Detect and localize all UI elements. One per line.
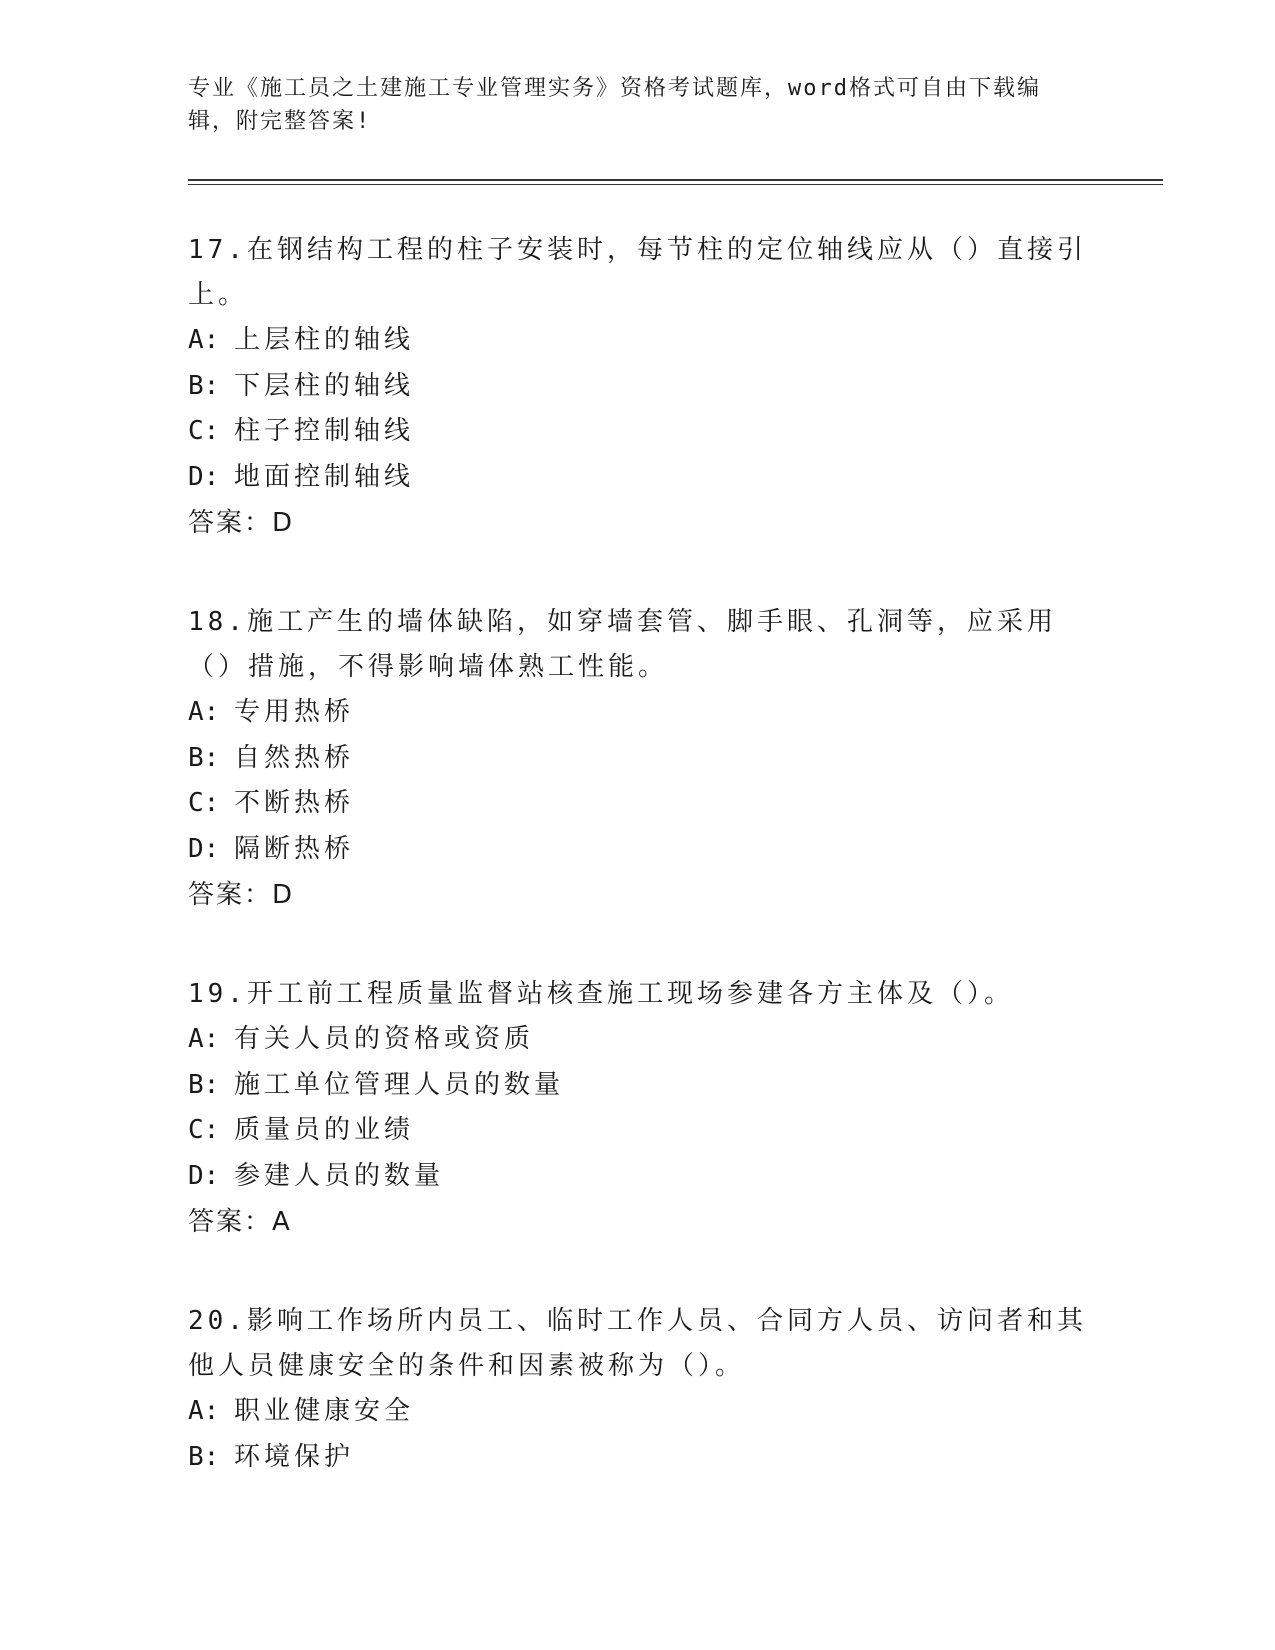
option-b bbox=[188, 1435, 1088, 1481]
question-list bbox=[188, 228, 1088, 1534]
question-stem: 18.施工产生的墙体缺陷，如穿墙套管、脚手眼、孔洞等，应采用（）措施，不得影响墙体熟工性能。 bbox=[188, 607, 1057, 682]
option-text: 隔断热桥 bbox=[234, 833, 355, 864]
answer-line bbox=[188, 1199, 1088, 1245]
question-19 bbox=[188, 972, 1088, 1245]
option-text: 专用热桥 bbox=[234, 697, 355, 727]
option-text: 下层柱的轴线 bbox=[234, 370, 415, 401]
answer-label: 答案： bbox=[188, 508, 273, 538]
option-letter: A: bbox=[188, 325, 220, 355]
option-letter: C: bbox=[188, 416, 220, 446]
option-letter: B: bbox=[188, 370, 220, 401]
question-stem: 17.在钢结构工程的柱子安装时，每节柱的定位轴线应从（）直接引上。 bbox=[188, 235, 1087, 310]
option-d bbox=[188, 455, 1088, 501]
option-a bbox=[188, 690, 1088, 736]
option-d bbox=[188, 1154, 1088, 1200]
option-text: 环境保护 bbox=[234, 1441, 355, 1472]
option-a bbox=[188, 318, 1088, 364]
header-divider-thick bbox=[188, 179, 1163, 181]
option-text: 上层柱的轴线 bbox=[234, 325, 415, 355]
option-letter: A: bbox=[188, 1396, 220, 1426]
answer-value: D bbox=[272, 508, 293, 538]
option-text: 不断热桥 bbox=[234, 788, 355, 818]
option-letter: B: bbox=[188, 1441, 220, 1472]
option-c bbox=[188, 409, 1088, 455]
answer-value: D bbox=[272, 880, 293, 910]
option-letter: C: bbox=[188, 788, 220, 818]
answer-value: A bbox=[272, 1207, 290, 1237]
option-letter: A: bbox=[188, 1024, 220, 1054]
option-c bbox=[188, 781, 1088, 827]
answer-line bbox=[188, 872, 1088, 918]
option-text: 施工单位管理人员的数量 bbox=[234, 1069, 565, 1100]
option-text: 有关人员的资格或资质 bbox=[234, 1024, 535, 1054]
option-letter: C: bbox=[188, 1115, 220, 1145]
option-text: 自然热桥 bbox=[234, 742, 355, 773]
option-text: 参建人员的数量 bbox=[234, 1160, 445, 1191]
option-d bbox=[188, 827, 1088, 873]
header-divider-thin bbox=[188, 184, 1163, 185]
answer-line bbox=[188, 500, 1088, 546]
question-18 bbox=[188, 600, 1088, 918]
option-letter: D: bbox=[188, 1160, 220, 1191]
question-stem: 19.开工前工程质量监督站核查施工现场参建各方主体及（）。 bbox=[188, 979, 1014, 1009]
question-17 bbox=[188, 228, 1088, 546]
option-letter: D: bbox=[188, 833, 220, 864]
option-b bbox=[188, 364, 1088, 410]
question-20 bbox=[188, 1299, 1088, 1480]
answer-label: 答案： bbox=[188, 880, 273, 910]
option-a bbox=[188, 1389, 1088, 1435]
option-text: 职业健康安全 bbox=[234, 1396, 415, 1426]
option-b bbox=[188, 736, 1088, 782]
option-text: 柱子控制轴线 bbox=[234, 416, 415, 446]
option-c bbox=[188, 1108, 1088, 1154]
answer-label: 答案： bbox=[188, 1207, 273, 1237]
option-letter: B: bbox=[188, 1069, 220, 1100]
option-letter: A: bbox=[188, 697, 220, 727]
question-stem: 20.影响工作场所内员工、临时工作人员、合同方人员、访问者和其他人员健康安全的条件和因素被称为（）。 bbox=[188, 1306, 1087, 1381]
document-header: 专业《施工员之土建施工专业管理实务》资格考试题库，word格式可自由下载编辑，附完整答案! bbox=[188, 76, 1041, 134]
option-b bbox=[188, 1063, 1088, 1109]
option-letter: D: bbox=[188, 461, 220, 492]
option-a bbox=[188, 1017, 1088, 1063]
option-text: 质量员的业绩 bbox=[234, 1115, 415, 1145]
option-text: 地面控制轴线 bbox=[234, 461, 415, 492]
option-letter: B: bbox=[188, 742, 220, 773]
